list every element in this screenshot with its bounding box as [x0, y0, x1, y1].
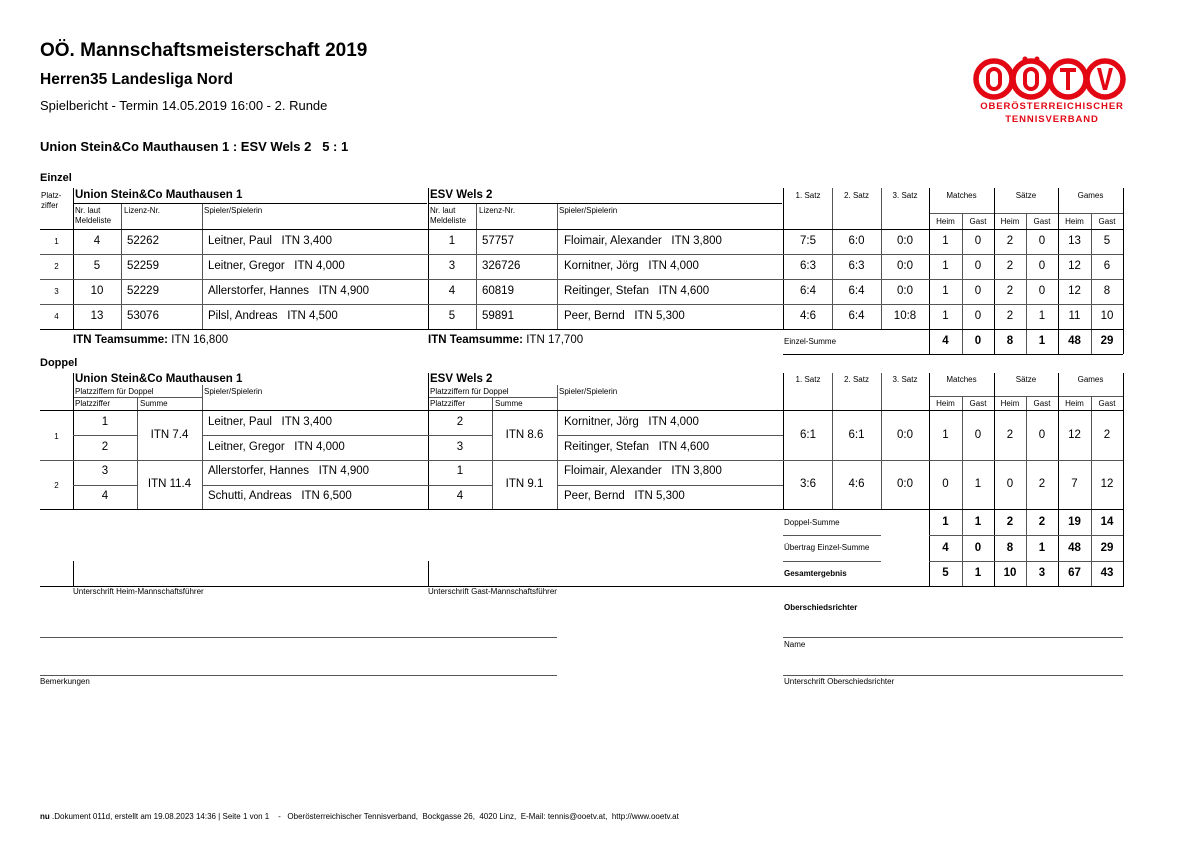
report-info: Spielbericht - Termin 14.05.2019 16:00 - 2. Runde — [40, 98, 328, 113]
doppel-matches-gast: 1 — [974, 478, 982, 490]
footer-text: .Dokument 011d, erstellt am 19.08.2023 14:36 | Seite 1 von 1 - Oberösterreichischer Tennisverband, Bockgasse 26, 4020 Linz, E-Mail: tennis@ooetv.at, http://www.ooetv.at — [49, 812, 679, 821]
col-nr-line1: Nr. laut — [75, 206, 101, 215]
doppel-guest-summe: ITN 9.1 — [505, 478, 544, 490]
logo-text — [968, 100, 1136, 126]
doppel-matches-gast: 0 — [974, 429, 982, 441]
doppel-col-pfd-guest: Platzziffern für Doppel — [430, 387, 509, 396]
einzel-games-heim: 13 — [1068, 235, 1081, 247]
doppel-guest-spieler2: Reitinger, Stefan ITN 4,600 — [564, 441, 710, 453]
col-nr-home — [75, 206, 111, 226]
einzel-satz1: 6:3 — [800, 260, 816, 272]
doppel-satz3: 0:0 — [897, 429, 913, 441]
einzel-guest-nr: 3 — [448, 260, 456, 272]
einzel-sum-matches-heim: 4 — [942, 335, 949, 347]
doppel-games-gast: 2 — [1103, 429, 1111, 441]
einzel-satz1: 4:6 — [800, 310, 816, 322]
gesamt-matches-heim: 5 — [942, 567, 949, 579]
einzel-satz2: 6:4 — [848, 310, 865, 322]
einzel-satz1: 6:4 — [800, 285, 816, 297]
col-matches: Matches — [946, 191, 977, 200]
league-title: Herren35 Landesliga Nord — [40, 71, 233, 88]
col-m-heim: Heim — [936, 217, 955, 226]
einzel-matches-gast: 0 — [974, 285, 982, 297]
col-platz-line1: Platz- — [41, 191, 62, 200]
doppel-home-pz1: 3 — [101, 465, 109, 477]
doppel-col-g-gast: Gast — [1098, 399, 1116, 408]
doppel-home-spieler1: Leitner, Paul ITN 3,400 — [208, 416, 333, 428]
doppel-saetze-heim: 2 — [1006, 429, 1014, 441]
gesamt-saetze-heim: 10 — [1003, 567, 1017, 579]
logo-line2: TENNISVERBAND — [1005, 114, 1099, 125]
einzel-saetze-heim: 2 — [1006, 235, 1014, 247]
doppel-platz: 1 — [54, 432, 59, 441]
einzel-games-heim: 12 — [1068, 260, 1081, 272]
einzel-guest-team: ESV Wels 2 — [430, 189, 493, 201]
doppel-col-spieler-guest: Spieler/Spielerin — [559, 387, 618, 396]
einzel-matches-heim: 1 — [942, 260, 949, 272]
einzel-games-heim: 11 — [1068, 310, 1081, 322]
einzel-guest-nr: 5 — [448, 310, 456, 322]
einzel-sum-matches-gast: 0 — [974, 335, 982, 347]
doppel-col-summe-home: Summe — [140, 399, 168, 408]
einzel-sum-games-heim: 48 — [1068, 335, 1081, 347]
bemerkungen-label: Bemerkungen — [40, 677, 90, 686]
einzel-guest-spieler: Kornitner, Jörg ITN 4,000 — [564, 260, 699, 272]
doppel-home-spieler2: Leitner, Gregor ITN 4,000 — [208, 441, 345, 453]
doppel-col-s-gast: Gast — [1033, 399, 1051, 408]
match-result: Union Stein&Co Mauthausen 1 : ESV Wels 2 5 : 1 — [40, 139, 349, 154]
col-satz2: 2. Satz — [844, 191, 869, 200]
einzel-guest-lizenz: 59891 — [482, 310, 514, 322]
sig-osr-label: Unterschrift Oberschiedsrichter — [784, 677, 895, 686]
einzel-satz2: 6:0 — [848, 235, 865, 247]
einzel-guest-lizenz: 326726 — [482, 260, 521, 272]
einzel-sum-games-gast: 29 — [1100, 335, 1114, 347]
einzel-home-nr: 4 — [93, 235, 101, 247]
doppel-sum-saetze-heim: 2 — [1006, 516, 1014, 528]
einzel-satz3: 0:0 — [897, 285, 913, 297]
doppel-home-pz1: 1 — [101, 416, 109, 428]
einzel-home-team: Union Stein&Co Mauthausen 1 — [75, 189, 243, 201]
gesamt-matches-gast: 1 — [974, 567, 982, 579]
einzel-guest-spieler: Floimair, Alexander ITN 3,800 — [564, 235, 722, 247]
col-g-gast: Gast — [1098, 217, 1116, 226]
uebertrag-games-gast: 29 — [1100, 542, 1114, 554]
einzel-home-spieler: Pilsl, Andreas ITN 4,500 — [208, 310, 338, 322]
doppel-satz2: 4:6 — [848, 478, 865, 490]
col-platzziffer — [41, 191, 61, 211]
doppel-guest-spieler1: Floimair, Alexander ITN 3,800 — [564, 465, 722, 477]
oberschiedsrichter-label: Oberschiedsrichter — [784, 603, 858, 612]
doppel-section-title: Doppel — [40, 357, 78, 369]
einzel-matches-heim: 1 — [942, 285, 949, 297]
einzel-summe-label: Einzel-Summe — [784, 337, 837, 346]
einzel-home-spieler: Allerstorfer, Hannes ITN 4,900 — [208, 285, 370, 297]
doppel-col-satz1: 1. Satz — [795, 375, 821, 384]
col-spieler-home: Spieler/Spielerin — [204, 206, 263, 215]
doppel-col-spieler-home: Spieler/Spielerin — [204, 387, 263, 396]
doppel-col-m-gast: Gast — [969, 399, 987, 408]
home-itn-value: ITN 16,800 — [171, 334, 229, 346]
einzel-games-heim: 12 — [1068, 285, 1081, 297]
page-title: OÖ. Mannschaftsmeisterschaft 2019 — [40, 40, 368, 61]
col-nr-line2: Meldeliste — [75, 216, 112, 225]
col-g-heim: Heim — [1065, 217, 1084, 226]
doppel-sum-matches-gast: 1 — [974, 516, 982, 528]
einzel-saetze-heim: 2 — [1006, 310, 1014, 322]
einzel-matches-gast: 0 — [974, 260, 982, 272]
einzel-satz2: 6:3 — [848, 260, 865, 272]
doppel-platz: 2 — [54, 481, 59, 490]
doppel-guest-spieler2: Peer, Bernd ITN 5,300 — [564, 490, 685, 502]
col-s-gast: Gast — [1033, 217, 1051, 226]
sig-heim-label: Unterschrift Heim-Mannschaftsführer — [73, 587, 204, 596]
einzel-home-lizenz: 52229 — [127, 285, 159, 297]
einzel-home-lizenz: 52259 — [127, 260, 159, 272]
einzel-home-spieler: Leitner, Paul ITN 3,400 — [208, 235, 333, 247]
einzel-saetze-gast: 0 — [1038, 260, 1046, 272]
einzel-matches-gast: 0 — [974, 235, 982, 247]
uebertrag-saetze-heim: 8 — [1006, 542, 1014, 554]
einzel-satz2: 6:4 — [848, 285, 865, 297]
gesamt-games-heim: 67 — [1068, 567, 1081, 579]
uebertrag-games-heim: 48 — [1068, 542, 1081, 554]
gesamt-games-gast: 43 — [1100, 567, 1114, 579]
doppel-col-g-heim: Heim — [1065, 399, 1084, 408]
einzel-home-nr: 5 — [93, 260, 101, 272]
einzel-saetze-gast: 1 — [1038, 310, 1046, 322]
col-lizenz-home: Lizenz-Nr. — [124, 206, 161, 215]
doppel-sum-saetze-gast: 2 — [1038, 516, 1046, 528]
einzel-home-spieler: Leitner, Gregor ITN 4,000 — [208, 260, 345, 272]
col-s-heim: Heim — [1000, 217, 1020, 226]
uebertrag-saetze-gast: 1 — [1038, 542, 1046, 554]
col-spieler-guest: Spieler/Spielerin — [559, 206, 618, 215]
col-m-gast: Gast — [969, 217, 987, 226]
doppel-guest-pz2: 4 — [456, 490, 464, 502]
doppel-guest-pz1: 1 — [456, 465, 464, 477]
doppel-sum-matches-heim: 1 — [942, 516, 949, 528]
einzel-saetze-heim: 2 — [1006, 285, 1014, 297]
doppel-col-satz2: 2. Satz — [844, 375, 869, 384]
uebertrag-label: Übertrag Einzel-Summe — [784, 543, 870, 552]
einzel-games-gast: 8 — [1103, 285, 1111, 297]
doppel-sum-games-heim: 19 — [1068, 516, 1081, 528]
doppel-col-satz3: 3. Satz — [892, 375, 918, 384]
einzel-platz: 4 — [54, 312, 59, 321]
col-nr-guest — [430, 206, 466, 226]
einzel-saetze-gast: 0 — [1038, 285, 1046, 297]
gesamt-saetze-gast: 3 — [1038, 567, 1046, 579]
footer — [40, 812, 679, 821]
col-saetze: Sätze — [1015, 191, 1037, 200]
col-nr-line2: Meldeliste — [430, 216, 467, 225]
gesamt-label: Gesamtergebnis — [784, 569, 847, 578]
einzel-home-nr: 13 — [90, 310, 104, 322]
einzel-platz: 2 — [54, 262, 59, 271]
home-itn-sum — [73, 334, 228, 346]
einzel-platz: 1 — [54, 237, 59, 246]
doppel-guest-spieler1: Kornitner, Jörg ITN 4,000 — [564, 416, 699, 428]
einzel-home-lizenz: 53076 — [127, 310, 159, 322]
home-itn-label: ITN Teamsumme: — [73, 334, 169, 346]
einzel-section-title: Einzel — [40, 172, 72, 184]
einzel-satz1: 7:5 — [800, 235, 816, 247]
doppel-satz2: 6:1 — [848, 429, 865, 441]
einzel-satz3: 0:0 — [897, 260, 913, 272]
doppel-games-heim: 7 — [1071, 478, 1078, 490]
einzel-matches-heim: 1 — [942, 235, 949, 247]
uebertrag-matches-heim: 4 — [942, 542, 949, 554]
doppel-matches-heim: 0 — [942, 478, 949, 490]
doppel-satz1: 6:1 — [800, 429, 816, 441]
doppel-col-m-heim: Heim — [936, 399, 955, 408]
einzel-satz3: 10:8 — [893, 310, 917, 322]
doppel-home-summe: ITN 11.4 — [147, 478, 192, 490]
einzel-matches-gast: 0 — [974, 310, 982, 322]
footer-brand: nu — [40, 812, 50, 821]
einzel-sum-saetze-gast: 1 — [1038, 335, 1046, 347]
doppel-guest-team: ESV Wels 2 — [430, 373, 493, 385]
einzel-saetze-heim: 2 — [1006, 260, 1014, 272]
doppel-matches-heim: 1 — [942, 429, 949, 441]
col-lizenz-guest: Lizenz-Nr. — [479, 206, 516, 215]
name-label: Name — [784, 640, 806, 649]
guest-itn-value: ITN 17,700 — [526, 334, 584, 346]
col-satz1: 1. Satz — [795, 191, 821, 200]
doppel-home-team: Union Stein&Co Mauthausen 1 — [75, 373, 243, 385]
einzel-games-gast: 5 — [1103, 235, 1111, 247]
einzel-guest-lizenz: 57757 — [482, 235, 514, 247]
col-satz3: 3. Satz — [892, 191, 918, 200]
doppel-guest-summe: ITN 8.6 — [505, 429, 544, 441]
guest-itn-sum — [428, 334, 583, 346]
einzel-satz3: 0:0 — [897, 235, 913, 247]
doppel-col-games: Games — [1077, 375, 1104, 384]
logo-line1: OBERÖSTERREICHISCHER — [980, 101, 1124, 112]
einzel-platz: 3 — [54, 287, 59, 296]
doppel-saetze-gast: 0 — [1038, 429, 1046, 441]
doppel-col-matches: Matches — [946, 375, 977, 384]
einzel-guest-nr: 4 — [448, 285, 456, 297]
col-platz-line2: ziffer — [41, 201, 59, 210]
doppel-col-pfd-home: Platzziffern für Doppel — [75, 387, 154, 396]
doppel-guest-pz2: 3 — [456, 441, 464, 453]
doppel-col-summe-guest: Summe — [495, 399, 523, 408]
einzel-home-nr: 10 — [90, 285, 104, 297]
doppel-satz1: 3:6 — [800, 478, 816, 490]
doppel-home-pz2: 4 — [101, 490, 109, 502]
einzel-matches-heim: 1 — [942, 310, 949, 322]
doppel-home-summe: ITN 7.4 — [150, 429, 189, 441]
doppel-saetze-gast: 2 — [1038, 478, 1046, 490]
guest-itn-label: ITN Teamsumme: — [428, 334, 524, 346]
doppel-home-spieler1: Allerstorfer, Hannes ITN 4,900 — [208, 465, 370, 477]
col-games: Games — [1077, 191, 1104, 200]
doppel-satz3: 0:0 — [897, 478, 913, 490]
doppel-sum-games-gast: 14 — [1100, 516, 1114, 528]
col-nr-line1: Nr. laut — [430, 206, 456, 215]
uebertrag-matches-gast: 0 — [974, 542, 982, 554]
doppel-games-heim: 12 — [1068, 429, 1081, 441]
einzel-home-lizenz: 52262 — [127, 235, 159, 247]
einzel-saetze-gast: 0 — [1038, 235, 1046, 247]
doppel-guest-pz1: 2 — [456, 416, 464, 428]
doppel-col-pz-home: Platzziffer — [75, 399, 110, 408]
doppel-games-gast: 12 — [1100, 478, 1114, 490]
doppel-home-spieler2: Schutti, Andreas ITN 6,500 — [208, 490, 352, 502]
doppel-col-pz-guest: Platzziffer — [430, 399, 465, 408]
doppel-summe-label: Doppel-Summe — [784, 518, 840, 527]
einzel-games-gast: 6 — [1103, 260, 1111, 272]
sig-gast-label: Unterschrift Gast-Mannschaftsführer — [428, 587, 557, 596]
doppel-col-s-heim: Heim — [1000, 399, 1020, 408]
doppel-saetze-heim: 0 — [1006, 478, 1014, 490]
einzel-sum-saetze-heim: 8 — [1006, 335, 1014, 347]
einzel-games-gast: 10 — [1100, 310, 1114, 322]
doppel-home-pz2: 2 — [101, 441, 109, 453]
einzel-guest-lizenz: 60819 — [482, 285, 514, 297]
einzel-guest-nr: 1 — [448, 235, 456, 247]
doppel-col-saetze: Sätze — [1015, 375, 1037, 384]
einzel-guest-spieler: Peer, Bernd ITN 5,300 — [564, 310, 685, 322]
einzel-guest-spieler: Reitinger, Stefan ITN 4,600 — [564, 285, 710, 297]
